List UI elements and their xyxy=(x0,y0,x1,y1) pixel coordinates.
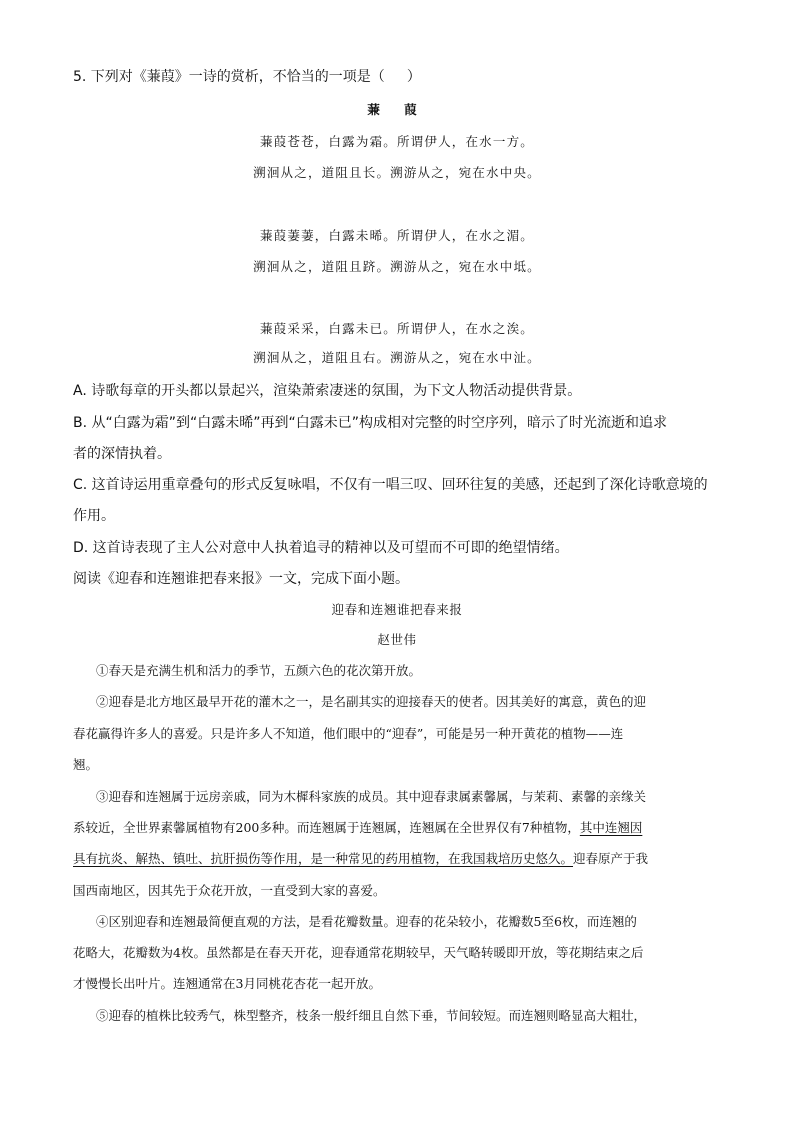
option-d: D. 这首诗表现了主人公对意中人执着追寻的精神以及可望而不可即的绝望情绪。 xyxy=(73,540,569,556)
poem-title: 蒹 葭 xyxy=(367,102,427,117)
poem-line: 溯洄从之，道阻且右。溯游从之，宛在水中沚。 xyxy=(253,350,541,365)
article-paragraph-1: ①春天是充满生机和活力的季节，五颜六色的花次第开放。 xyxy=(96,663,422,678)
underlined-text: 其中连翘因 xyxy=(579,820,643,835)
article-paragraph-4-line: 才慢慢长出叶片。连翘通常在3月同桃花杏花一起开放。 xyxy=(73,976,381,991)
underlined-text: 具有抗炎、解热、镇吐、抗肝损伤等作用，是一种常见的药用植物，在我国栽培历史悠久。 xyxy=(73,851,574,866)
poem-line: 蒹葭萋萋，白露未晞。所谓伊人，在水之湄。 xyxy=(259,228,534,243)
option-b-continued: 者的深情执着。 xyxy=(73,446,171,462)
paragraph-text: 系较近，全世界素馨属植物有200多种。而连翘属于连翘属，连翘属在全世界仅有7种植物， xyxy=(73,820,580,835)
reading-instruction: 阅读《迎春和连翘谁把春来报》一文，完成下面小题。 xyxy=(73,571,409,587)
article-author: 赵世伟 xyxy=(377,632,417,647)
poem-line: 蒹葭采采，白露未已。所谓伊人，在水之涘。 xyxy=(259,321,534,336)
article-paragraph-3-line xyxy=(73,849,648,867)
question-stem xyxy=(73,66,421,86)
option-a: A. 诗歌每章的开头都以景起兴，渲染萧索凄迷的氛围，为下文人物活动提供背景。 xyxy=(73,383,582,399)
article-paragraph-3-line xyxy=(73,818,642,836)
article-paragraph-5: ⑤迎春的植株比较秀气，株型整齐，枝条一般纤细且自然下垂，节间较短。而连翘则略显高大粗壮， xyxy=(96,1008,647,1023)
article-paragraph-2-line: 翘。 xyxy=(73,757,99,772)
question-stem-text: 5. 下列对《蒹葭》一诗的赏析，不恰当的一项是（ xyxy=(73,69,385,85)
paragraph-text: 迎春原产于我 xyxy=(573,851,649,866)
article-paragraph-3-line: 国西南地区，因其先于众花开放，一直受到大家的喜爱。 xyxy=(73,883,386,898)
article-paragraph-3: ③迎春和连翘属于远房亲戚，同为木樨科家族的成员。其中迎春隶属素馨属，与茉莉、素馨的亲缘关 xyxy=(96,789,647,804)
article-paragraph-4-line: 花略大，花瓣数为4枚。虽然都是在春天开花，迎春通常花期较早，天气略转暖即开放，等花期结束之后 xyxy=(73,945,644,960)
option-c-continued: 作用。 xyxy=(73,508,115,524)
poem-line: 溯洄从之，道阻且长。溯游从之，宛在水中央。 xyxy=(253,165,541,180)
article-paragraph-2-line: 春花赢得许多人的喜爱。只是许多人不知道，他们眼中的“迎春”，可能是另一种开黄花的植物——连 xyxy=(73,726,624,741)
question-stem-close: ） xyxy=(406,69,421,85)
option-b: B. 从“白露为霜”到“白露未晞”再到“白露未已”构成相对完整的时空序列，暗示了时光流逝和追求 xyxy=(73,415,668,431)
article-paragraph-2: ②迎春是北方地区最早开花的灌木之一，是名副其实的迎接春天的使者。因其美好的寓意，黄色的迎 xyxy=(96,694,647,709)
article-paragraph-4: ④区别迎春和连翘最简便直观的方法，是看花瓣数量。迎春的花朵较小，花瓣数5至6枚，而连翘的 xyxy=(96,914,637,929)
poem-line: 蒹葭苍苍，白露为霜。所谓伊人，在水一方。 xyxy=(259,134,534,149)
article-title: 迎春和连翘谁把春来报 xyxy=(331,602,463,617)
option-c: C. 这首诗运用重章叠句的形式反复咏唱，不仅有一唱三叹、回环往复的美感，还起到了深化诗歌意境的 xyxy=(73,477,708,493)
poem-line: 溯洄从之，道阻且跻。溯游从之，宛在水中坻。 xyxy=(253,259,541,274)
